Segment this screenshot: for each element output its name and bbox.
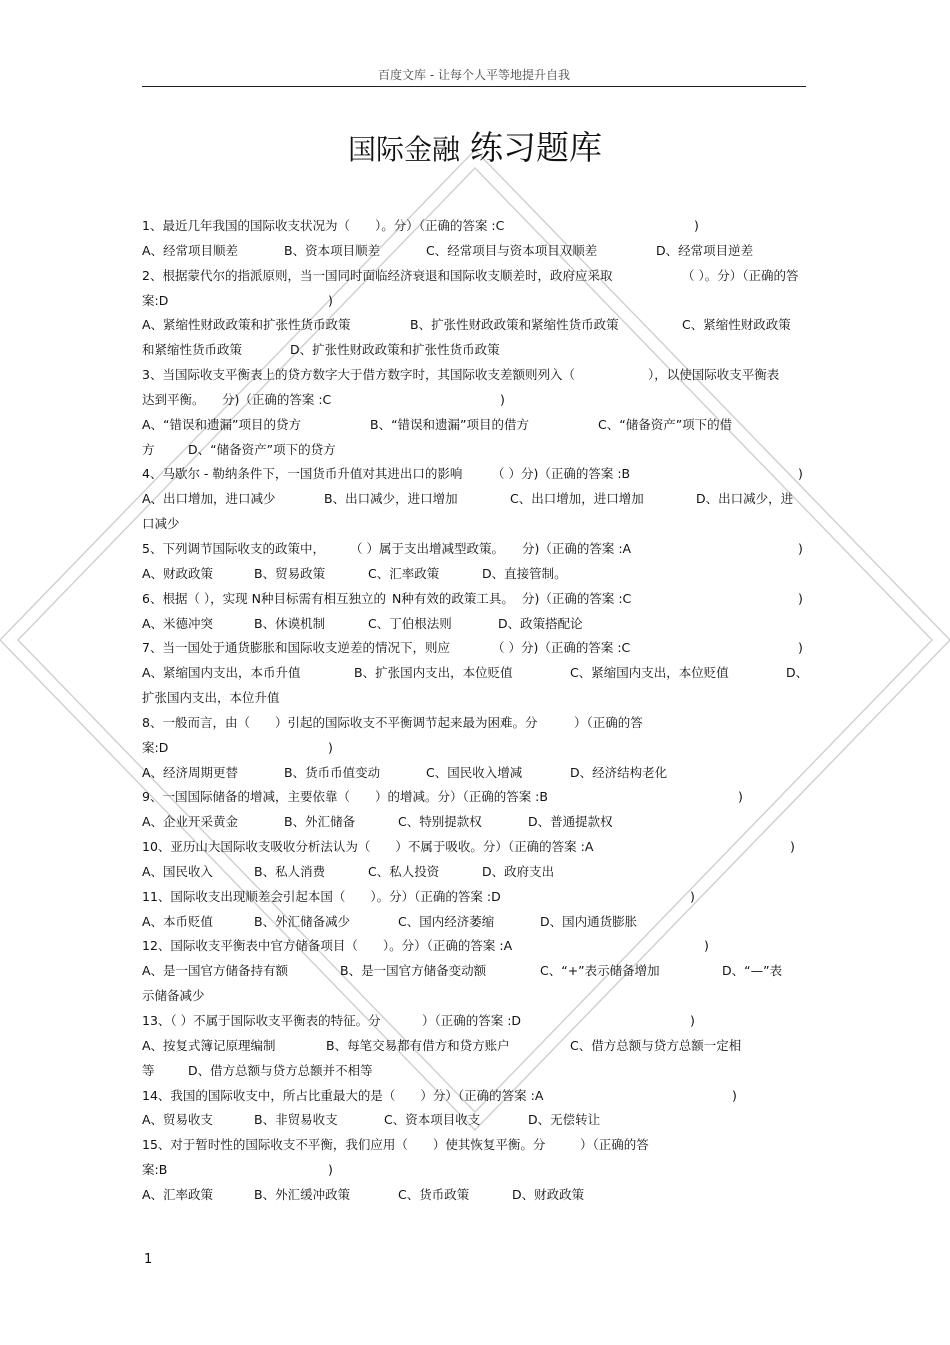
text-segment: )	[690, 888, 695, 904]
text-segment: 9、一国国际储备的增减，主要依靠（ ）的增减。分）（正确的答案 :B	[142, 789, 548, 805]
text-segment: C、货币政策	[398, 1186, 470, 1202]
text-segment: D、借方总额与贷方总额并不相等	[188, 1062, 373, 1078]
text-segment: C、国民收入增减	[426, 764, 523, 780]
text-segment: 4、马歇尔 - 勒纳条件下，一国货币升值对其进出口的影响	[142, 466, 463, 482]
text-segment: A、本币贬值	[142, 913, 214, 929]
text-segment: A、紧缩国内支出，本币升值	[142, 665, 301, 681]
text-line	[142, 1034, 806, 1059]
text-line	[142, 438, 806, 463]
text-line	[142, 661, 809, 686]
text-line	[142, 587, 806, 612]
text-segment: D、经常项目逆差	[656, 242, 754, 258]
text-line	[142, 239, 806, 264]
text-segment: 1、最近几年我国的国际收支状况为（ ）。分）（正确的答案 :C	[142, 218, 505, 233]
text-segment: )	[738, 789, 743, 805]
text-segment: )	[328, 1162, 333, 1178]
text-line	[142, 636, 806, 661]
text-segment: A、紧缩性财政政策和扩张性货币政策	[142, 317, 351, 333]
text-segment: C、借方总额与贷方总额一定相	[570, 1037, 742, 1053]
question-list	[142, 214, 809, 1208]
text-line	[142, 264, 806, 289]
text-line	[142, 1084, 806, 1109]
text-segment: A、经常项目顺差	[142, 242, 239, 258]
text-segment: 2、根据蒙代尔的指派原则，当一国同时面临经济衰退和国际收支顺差时，政府应采取	[142, 267, 613, 283]
text-segment: 案:D	[142, 292, 169, 308]
text-segment: A、按复式簿记原理编制	[142, 1037, 276, 1053]
text-line	[142, 289, 806, 314]
text-segment: )	[790, 839, 795, 855]
text-line	[142, 612, 806, 637]
text-line	[142, 512, 806, 537]
text-line	[142, 1108, 806, 1133]
text-segment: B、外汇储备	[284, 814, 356, 830]
text-line	[142, 413, 806, 438]
text-segment: B、休谟机制	[254, 615, 326, 631]
document-title	[0, 122, 950, 169]
text-line	[142, 388, 806, 413]
text-segment: C、汇率政策	[368, 565, 440, 581]
text-segment: D、政府支出	[482, 863, 555, 879]
text-line	[142, 835, 806, 860]
text-segment: D、经济结构老化	[570, 764, 668, 780]
text-segment: A、出口增加，进口减少	[142, 491, 276, 507]
text-segment: N种有效的政策工具。	[392, 590, 514, 606]
text-segment: A、汇率政策	[142, 1186, 214, 1202]
text-line	[142, 214, 806, 239]
text-segment: A、贸易收支	[142, 1112, 214, 1128]
header-divider	[142, 86, 806, 87]
text-segment: C、出口增加，进口增加	[510, 491, 644, 507]
title-part-2: 练习题库	[470, 128, 602, 167]
text-line	[142, 1009, 806, 1034]
text-segment: B、每笔交易都有借方和贷方账户	[326, 1037, 510, 1053]
text-line	[142, 810, 806, 835]
text-segment: A、是一国官方储备持有额	[142, 963, 289, 979]
title-part-1: 国际金融	[347, 133, 460, 166]
text-line	[142, 736, 806, 761]
text-segment: A、“错误和遗漏”项目的贷方	[142, 416, 302, 432]
text-segment: B、出口减少，进口增加	[324, 491, 458, 507]
text-line	[142, 885, 806, 910]
text-line	[142, 338, 806, 363]
text-segment: ）（正确的答案 :D	[422, 1013, 522, 1028]
text-segment: 案:D	[142, 739, 169, 755]
text-segment: ），以使国际收支平衡表	[648, 367, 780, 383]
text-segment: A、财政政策	[142, 565, 214, 581]
text-segment: B、外汇储备减少	[254, 913, 351, 929]
text-segment: C、资本项目收支	[384, 1112, 481, 1128]
text-segment: D、出口减少，进	[696, 491, 794, 507]
text-segment: A、企业开采黄金	[142, 814, 239, 830]
text-segment: )	[704, 938, 709, 954]
text-segment: A、国民收入	[142, 863, 214, 879]
text-segment: C、私人投资	[368, 863, 440, 879]
text-segment: （ ）属于支出增减型政策。	[350, 540, 504, 556]
text-line	[142, 313, 806, 338]
text-segment: 6、根据（ ），实现 N种目标需有相互独立的	[142, 590, 387, 606]
text-segment: C、特别提款权	[398, 814, 482, 830]
page-number: 1	[144, 1252, 153, 1267]
text-line	[142, 1158, 806, 1183]
text-segment: A、米德冲突	[142, 615, 214, 631]
text-segment: （ ）分)（正确的答案 :B	[492, 466, 631, 482]
text-segment: 达到平衡。	[142, 391, 205, 407]
text-segment: 3、当国际收支平衡表上的贷方数字大于借方数字时，其国际收支差额则列入（	[142, 367, 575, 383]
text-segment: 等	[142, 1062, 155, 1078]
text-line	[142, 462, 806, 487]
text-segment: D、	[786, 665, 809, 681]
text-segment: B、非贸易收支	[254, 1112, 338, 1128]
text-segment: ）（正确的答	[574, 714, 643, 730]
text-segment: )	[798, 466, 803, 482]
text-segment: )	[328, 739, 333, 755]
text-segment: B、“错误和遗漏”项目的借方	[370, 416, 530, 432]
text-segment: 分)（正确的答案 :C	[222, 391, 332, 407]
text-segment: 7、当一国处于通货膨胀和国际收支逆差的情况下，则应	[142, 640, 450, 656]
text-segment: C、丁伯根法则	[368, 615, 452, 631]
text-segment: )	[732, 1087, 737, 1103]
text-segment: 扩张国内支出，本位升值	[142, 690, 280, 706]
text-segment: )	[690, 1013, 695, 1028]
text-segment: 口减少	[142, 516, 180, 532]
text-line	[142, 1183, 806, 1208]
text-segment: D、财政政策	[512, 1186, 585, 1202]
text-segment: 12、国际收支平衡表中官方储备项目（ ）。分）（正确的答案 :A	[142, 938, 513, 954]
text-segment: )	[798, 540, 803, 556]
text-segment: B、外汇缓冲政策	[254, 1186, 351, 1202]
text-segment: 方	[142, 441, 155, 457]
text-segment: )	[694, 218, 699, 233]
text-segment: 10、亚历山大国际收支吸收分析法认为（ ）不属于吸收。分）（正确的答案 :A	[142, 839, 594, 855]
text-segment: B、私人消费	[254, 863, 326, 879]
text-segment: 5、下列调节国际收支的政策中，	[142, 540, 325, 556]
text-line	[142, 785, 806, 810]
text-line	[142, 959, 806, 984]
text-segment: D、直接管制。	[482, 565, 567, 581]
text-segment: （ ）分)（正确的答案 :C	[492, 640, 631, 656]
text-segment: )	[328, 292, 333, 308]
text-segment: B、货币币值变动	[284, 764, 381, 780]
text-segment: B、资本项目顺差	[284, 242, 381, 258]
text-line	[142, 537, 806, 562]
text-segment: C、经常项目与资本项目双顺差	[426, 242, 598, 258]
text-segment: 案:B	[142, 1162, 168, 1178]
text-segment: C、紧缩国内支出，本位贬值	[570, 665, 729, 681]
text-segment: )	[798, 640, 803, 656]
text-line	[142, 487, 806, 512]
text-segment: B、是一国官方储备变动额	[340, 963, 487, 979]
text-line	[142, 761, 806, 786]
text-segment: ）（正确的答	[580, 1137, 649, 1153]
text-line	[142, 1059, 806, 1084]
text-segment: 分)（正确的答案 :A	[522, 540, 632, 556]
text-segment: （ ）。分）（正确的答	[682, 267, 799, 283]
text-segment: 13、（ ）不属于国际收支平衡表的特征。分	[142, 1013, 381, 1028]
text-segment: 分)（正确的答案 :C	[522, 590, 632, 606]
text-segment: D、无偿转让	[528, 1112, 601, 1128]
text-segment: D、国内通货膨胀	[540, 913, 638, 929]
text-segment: D、普通提款权	[528, 814, 613, 830]
text-segment: B、扩张国内支出，本位贬值	[354, 665, 513, 681]
text-segment: C、“+”表示储备增加	[540, 963, 660, 979]
text-segment: D、“—”表	[722, 963, 783, 979]
text-line	[142, 711, 806, 736]
text-line	[142, 984, 806, 1009]
text-segment: )	[798, 590, 803, 606]
text-line	[142, 860, 806, 885]
text-segment: B、贸易政策	[254, 565, 326, 581]
text-segment: B、扩张性财政政策和紧缩性货币政策	[410, 317, 619, 333]
text-segment: D、“储备资产”项下的贷方	[188, 441, 336, 457]
text-segment: 14、我国的国际收支中，所占比重最大的是（ ）分）（正确的答案 :A	[142, 1087, 544, 1103]
text-segment: C、国内经济萎缩	[398, 913, 495, 929]
page-header: 百度文库 - 让每个人平等地提升自我	[378, 68, 570, 82]
text-segment: D、扩张性财政政策和扩张性货币政策	[290, 342, 500, 358]
text-line	[142, 1133, 806, 1158]
text-segment: D、政策搭配论	[498, 615, 583, 631]
text-line	[142, 934, 806, 959]
text-line	[142, 363, 806, 388]
text-line	[142, 562, 806, 587]
text-segment: 15、对于暂时性的国际收支不平衡，我们应用（ ）使其恢复平衡。分	[142, 1137, 546, 1153]
text-segment: C、紧缩性财政政策	[682, 317, 791, 333]
text-segment: 8、一般而言，由（ ）引起的国际收支不平衡调节起来最为困难。分	[142, 714, 538, 730]
text-line	[142, 910, 806, 935]
text-line	[142, 686, 806, 711]
text-segment: C、“储备资产”项下的借	[598, 416, 733, 432]
text-segment: A、经济周期更替	[142, 764, 239, 780]
text-segment: 11、国际收支出现顺差会引起本国（ ）。分）（正确的答案 :D	[142, 888, 501, 904]
text-segment: )	[500, 391, 505, 407]
text-segment: 和紧缩性货币政策	[142, 342, 243, 358]
text-segment: 示储备减少	[142, 988, 205, 1004]
